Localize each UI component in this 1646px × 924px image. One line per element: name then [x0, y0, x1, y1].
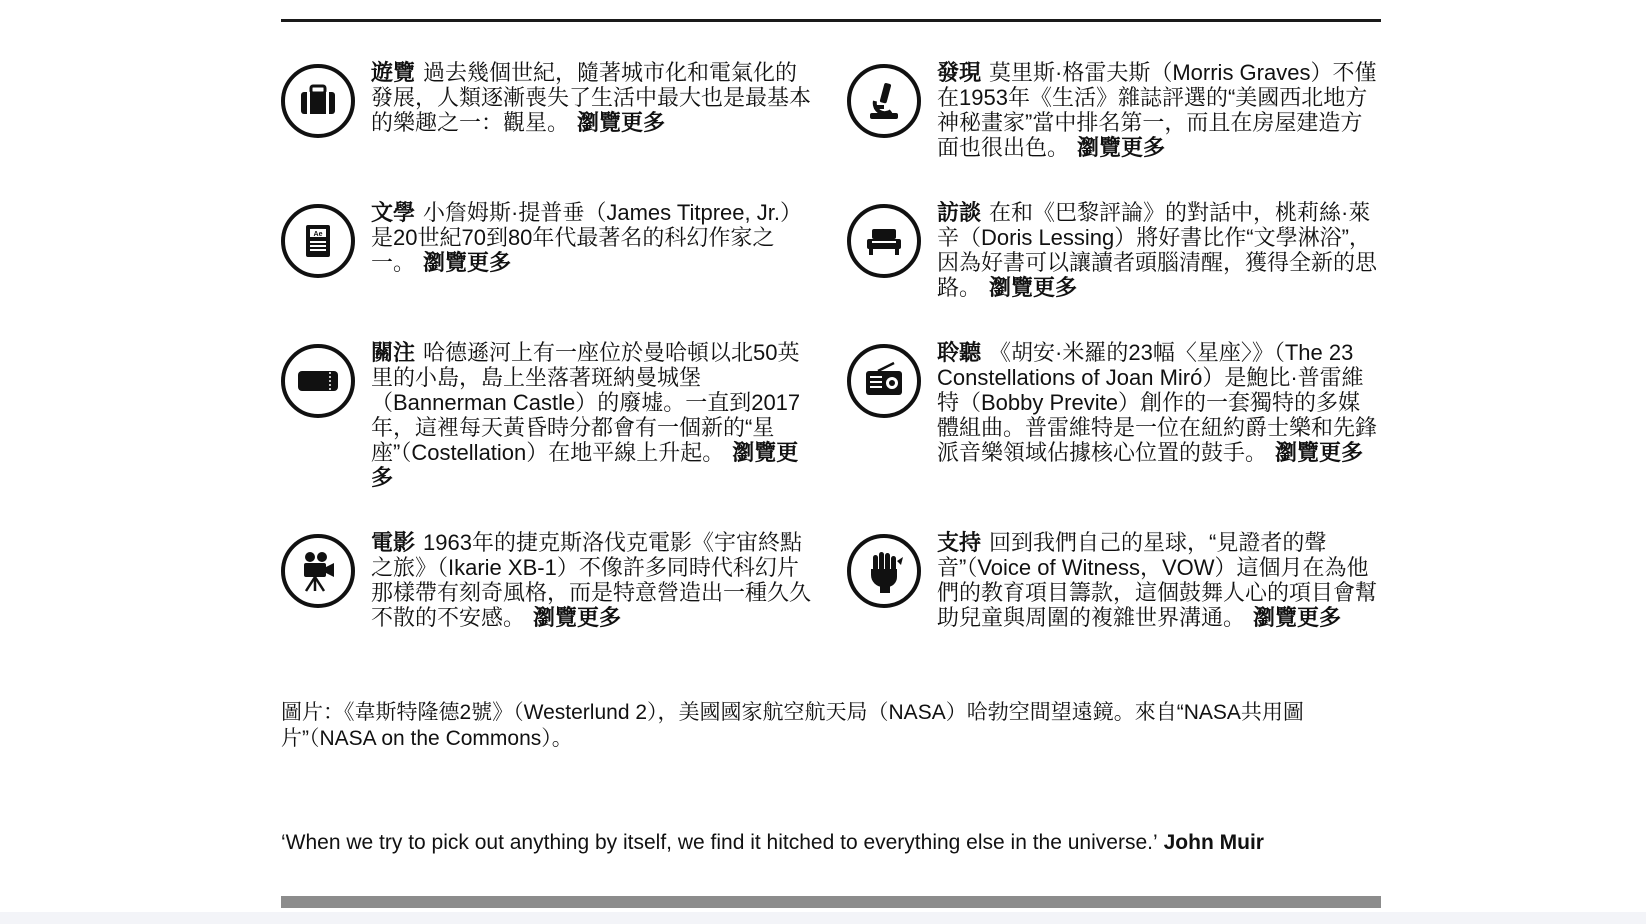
read-more-link[interactable]: 瀏覽更多	[577, 110, 666, 135]
read-more-link[interactable]: 瀏覽更多	[423, 250, 512, 275]
microscope-icon	[847, 64, 921, 138]
feature-item-tour	[281, 60, 815, 200]
feature-tag: 訪談	[937, 200, 982, 225]
feature-body: 回到我們自己的星球，“見證者的聲音”（Voice of Witness，VOW）這個月在為他們的教育項目籌款，這個鼓舞人心的項目會幫助兒童與周圍的複雜世界溝通。	[937, 530, 1378, 630]
footer-band	[0, 912, 1646, 924]
bottom-divider	[281, 896, 1381, 908]
ticket-icon	[281, 344, 355, 418]
quote-author: John Muir	[1163, 831, 1264, 854]
feature-body: 過去幾個世紀，隨著城市化和電氣化的發展，人類逐漸喪失了生活中最大也是最基本的樂趣之一：觀星。	[371, 60, 812, 135]
image-caption: 圖片：《韋斯特隆德2號》（Westerlund 2），美國國家航空航天局（NASA）哈勃空間望遠鏡。來自“NASA共用圖片”（NASA on the Commons）。	[281, 701, 1304, 750]
book-icon	[281, 204, 355, 278]
read-more-link[interactable]: 瀏覽更多	[989, 275, 1078, 300]
feature-tag: 關注	[371, 340, 416, 365]
read-more-link[interactable]: 瀏覽更多	[1253, 605, 1342, 630]
quote-text: ‘When we try to pick out anything by itself, we find it hitched to everything else in the universe.’	[281, 831, 1158, 854]
closing-quote	[281, 830, 1381, 856]
feature-tag: 發現	[937, 60, 982, 85]
radio-icon	[847, 344, 921, 418]
raised-fist-icon	[847, 534, 921, 608]
feature-text	[371, 530, 815, 630]
feature-text	[371, 60, 815, 135]
feature-text	[371, 340, 815, 490]
feature-item-support	[847, 530, 1381, 670]
suitcase-icon	[281, 64, 355, 138]
feature-item-focus	[281, 340, 815, 530]
read-more-link[interactable]: 瀏覽更多	[533, 605, 622, 630]
top-divider	[281, 19, 1381, 22]
feature-text	[371, 200, 815, 275]
feature-text	[937, 530, 1381, 630]
feature-item-listen	[847, 340, 1381, 530]
feature-body: 小詹姆斯·提普垂（James Titpree, Jr.）是20世紀70到80年代最著名的科幻作家之一。	[371, 200, 802, 275]
feature-item-literature	[281, 200, 815, 340]
read-more-link[interactable]: 瀏覽更多	[1275, 440, 1364, 465]
feature-tag: 文學	[371, 200, 416, 225]
feature-tag: 聆聽	[937, 340, 982, 365]
film-camera-icon	[281, 534, 355, 608]
feature-item-discover	[847, 60, 1381, 200]
feature-tag: 支持	[937, 530, 982, 555]
feature-body: 哈德遜河上有一座位於曼哈頓以北50英里的小島，島上坐落著斑納曼城堡（Bannerman Castle）的廢墟。一直到2017年，這裡每天黃昏時分都會有一個新的“星座”（Costellation）在地平線上升起。	[371, 340, 801, 465]
read-more-link[interactable]: 瀏覽更多	[1077, 135, 1166, 160]
feature-tag: 電影	[371, 530, 416, 555]
feature-body: 在和《巴黎評論》的對話中，桃莉絲·萊辛（Doris Lessing）將好書比作“文學淋浴”，因為好書可以讓讀者頭腦清醒，獲得全新的思路。	[937, 200, 1378, 300]
feature-body: 莫里斯·格雷夫斯（Morris Graves）不僅在1953年《生活》雜誌評選的“美國西北地方神秘畫家”當中排名第一，而且在房屋建造方面也很出色。	[937, 60, 1377, 160]
feature-body: 1963年的捷克斯洛伐克電影《宇宙終點之旅》（Ikarie XB-1）不像許多同時代科幻片那樣帶有刻奇風格，而是特意營造出一種久久不散的不安感。	[371, 530, 812, 630]
svg-text:Ae: Ae	[313, 231, 323, 238]
feature-text	[937, 60, 1381, 160]
feature-text	[937, 200, 1381, 300]
feature-body: 《胡安·米羅的23幅〈星座〉》（The 23 Constellations of Joan Miró）是鮑比·普雷維特（Bobby Previte）創作的一套獨特的多媒體組曲。普雷維特是一位在紐約爵士樂和先鋒派音樂領域佔據核心位置的鼓手。	[937, 340, 1378, 465]
feature-text	[937, 340, 1381, 465]
feature-grid	[281, 60, 1381, 670]
feature-item-film	[281, 530, 815, 670]
feature-tag: 遊覽	[371, 60, 416, 85]
feature-item-interview	[847, 200, 1381, 340]
read-more-link[interactable]: 瀏覽更多	[371, 440, 799, 490]
sofa-icon	[847, 204, 921, 278]
